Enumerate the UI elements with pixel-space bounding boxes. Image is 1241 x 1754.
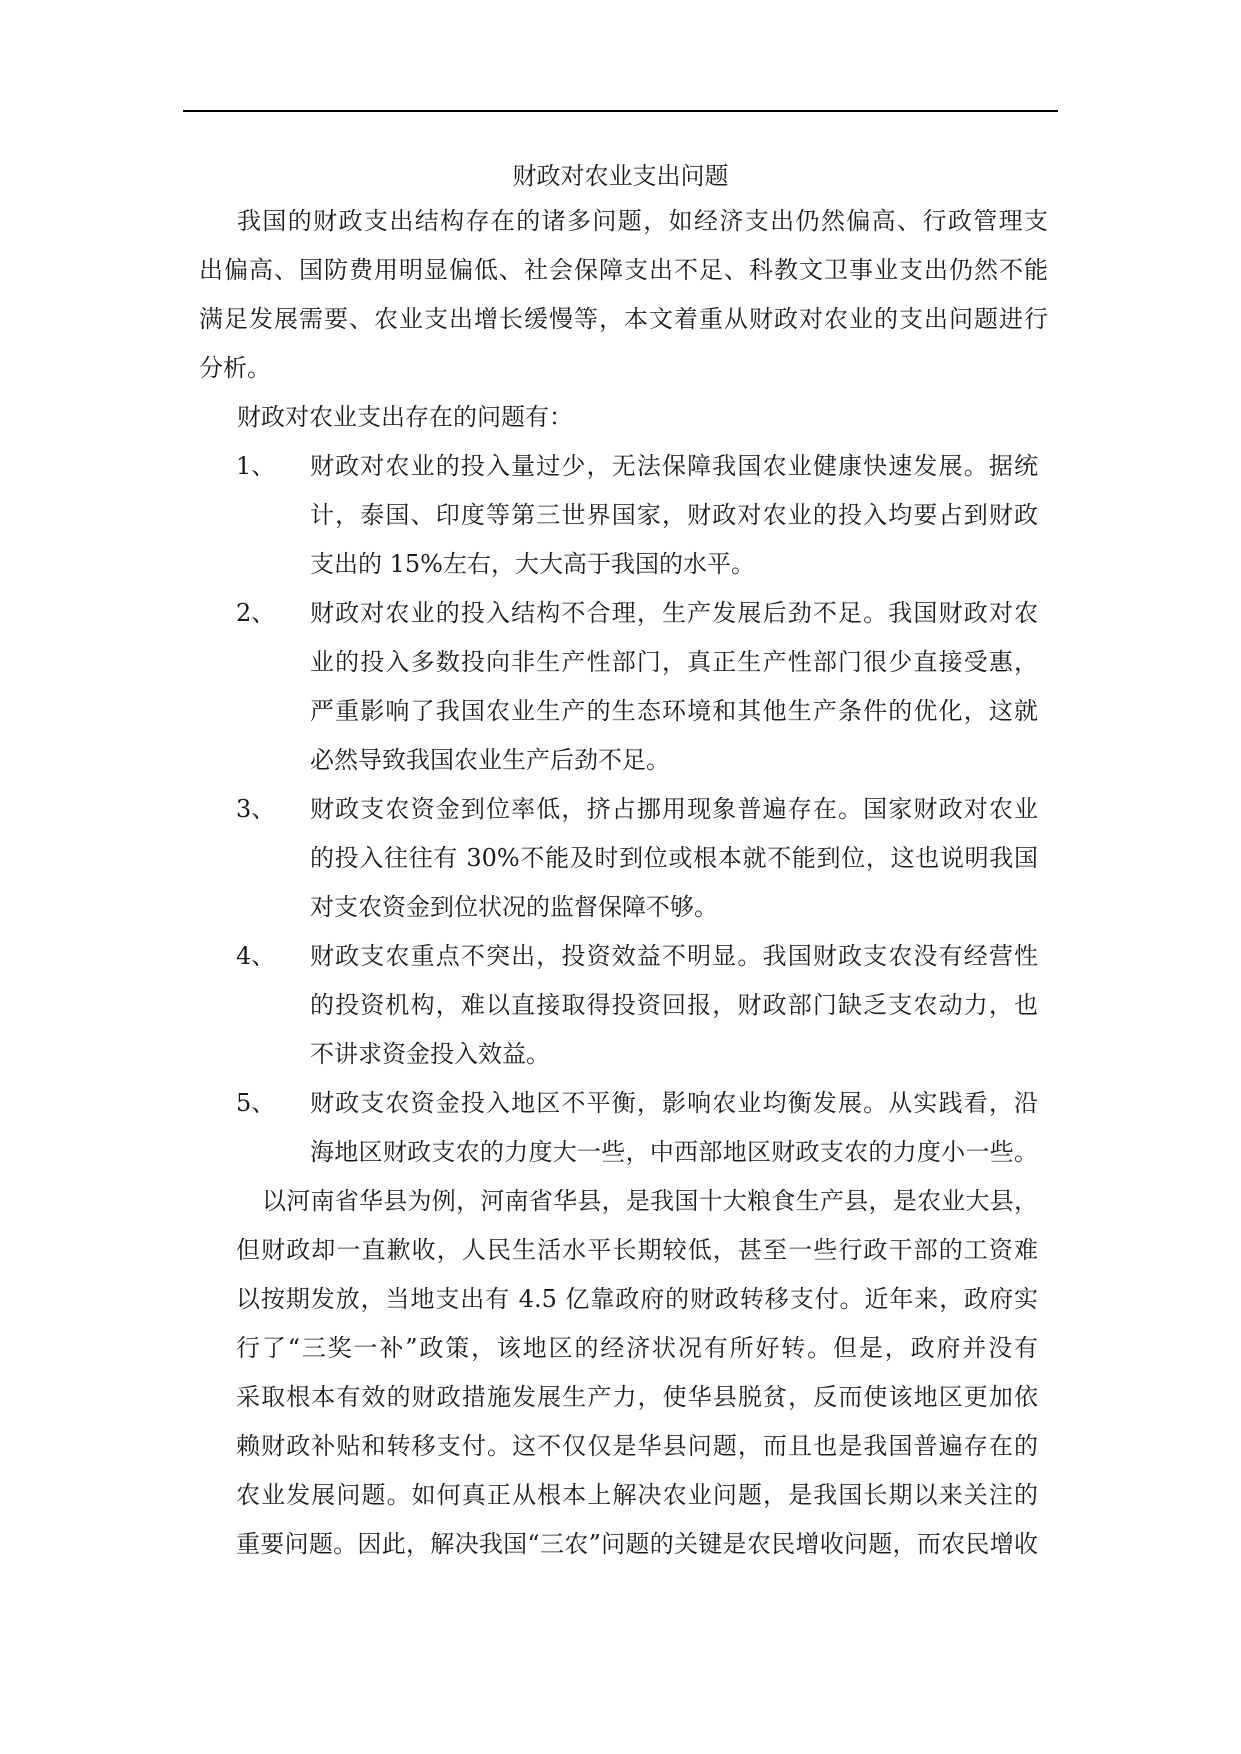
intro-line: 出偏高、国防费用明显偏低、社会保障支出不足、科教文卫事业支出仍然不能	[199, 256, 1048, 284]
list-item-number: 5、	[236, 1089, 276, 1117]
example-line: 农业发展问题。如何真正从根本上解决农业问题，是我国长期以来关注的	[236, 1481, 1038, 1509]
list-lead: 财政对农业支出存在的问题有：	[237, 403, 573, 431]
list-item-line: 财政对农业的投入结构不合理，生产发展后劲不足。我国财政对农	[310, 599, 1038, 627]
list-item-line: 财政对农业的投入量过少，无法保障我国农业健康快速发展。据统	[310, 452, 1038, 480]
list-item-number: 2、	[236, 599, 276, 627]
list-item-line: 的投入往往有 30%不能及时到位或根本就不能到位，这也说明我国	[310, 844, 1038, 872]
list-item-line: 的投资机构，难以直接取得投资回报，财政部门缺乏支农动力，也	[310, 991, 1038, 1019]
list-item-number: 3、	[236, 795, 276, 823]
list-item-line: 计，泰国、印度等第三世界国家，财政对农业的投入均要占到财政	[310, 501, 1038, 529]
list-item-line: 不讲求资金投入效益。	[310, 1040, 550, 1068]
list-item-line: 财政支农重点不突出，投资效益不明显。我国财政支农没有经营性	[310, 942, 1038, 970]
intro-line: 我国的财政支出结构存在的诸多问题，如经济支出仍然偏高、行政管理支	[237, 207, 1048, 235]
list-item-line: 严重影响了我国农业生产的生态环境和其他生产条件的优化，这就	[310, 697, 1038, 725]
example-line: 行了“三奖一补”政策，该地区的经济状况有所好转。但是，政府并没有	[236, 1334, 1038, 1362]
example-line: 重要问题。因此，解决我国“三农”问题的关键是农民增收问题，而农民增收	[236, 1530, 1038, 1558]
header-rule	[183, 110, 1058, 112]
intro-line: 分析。	[199, 354, 271, 382]
intro-line: 满足发展需要、农业支出增长缓慢等，本文着重从财政对农业的支出问题进行	[199, 305, 1048, 333]
example-line: 以河南省华县为例，河南省华县，是我国十大粮食生产县，是农业大县，	[262, 1187, 1038, 1215]
list-item-number: 4、	[236, 942, 276, 970]
list-item-line: 业的投入多数投向非生产性部门，真正生产性部门很少直接受惠，	[310, 648, 1038, 676]
list-item-line: 海地区财政支农的力度大一些，中西部地区财政支农的力度小一些。	[310, 1138, 1038, 1166]
list-item-line: 财政支农资金到位率低，挤占挪用现象普遍存在。国家财政对农业	[310, 795, 1038, 823]
example-line: 采取根本有效的财政措施发展生产力，使华县脱贫，反而使该地区更加依	[236, 1383, 1038, 1411]
list-item-line: 财政支农资金投入地区不平衡，影响农业均衡发展。从实践看，沿	[310, 1089, 1038, 1117]
example-line: 以按期发放，当地支出有 4.5 亿靠政府的财政转移支付。近年来，政府实	[236, 1285, 1038, 1313]
list-item-line: 必然导致我国农业生产后劲不足。	[310, 746, 670, 774]
example-line: 赖财政补贴和转移支付。这不仅仅是华县问题，而且也是我国普遍存在的	[236, 1432, 1038, 1460]
example-line: 但财政却一直歉收，人民生活水平长期较低，甚至一些行政干部的工资难	[236, 1236, 1038, 1264]
document-title: 财政对农业支出问题	[512, 162, 729, 190]
list-item-line: 对支农资金到位状况的监督保障不够。	[310, 893, 718, 921]
list-item-number: 1、	[236, 452, 276, 480]
list-item-line: 支出的 15%左右，大大高于我国的水平。	[310, 550, 755, 578]
